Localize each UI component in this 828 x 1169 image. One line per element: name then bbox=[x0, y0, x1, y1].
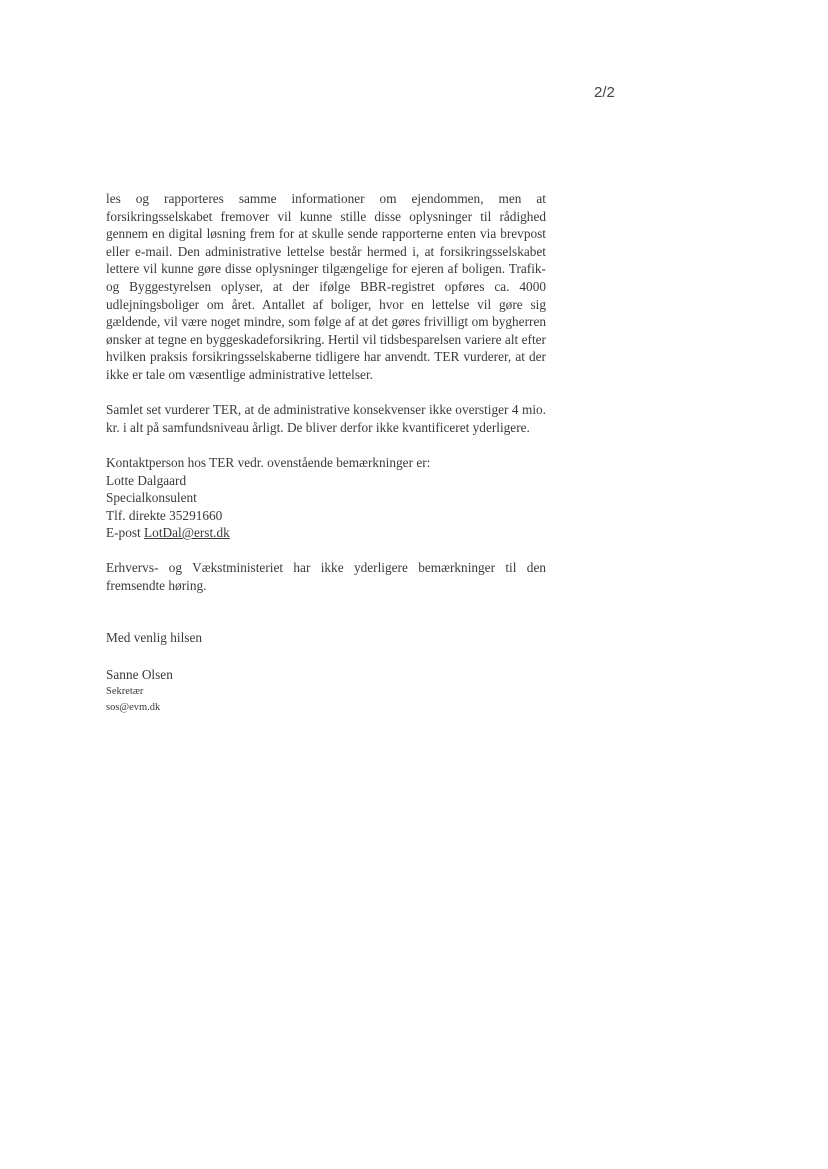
contact-email-label: E-post bbox=[106, 525, 145, 541]
page-number: 2/2 bbox=[594, 84, 615, 101]
contact-name: Lotte Dalgaard bbox=[106, 472, 187, 488]
contact-intro: Kontaktperson hos TER vedr. ovenstående bemærkninger er: bbox=[106, 454, 431, 470]
paragraph-conclusion: Samlet set vurderer TER, at de administrative konsekvenser ikke overstiger 4 mio. kr. i alt på samfundsniveau årligt. De bliver derfor ikke kvantificeret yderligere. bbox=[106, 402, 546, 435]
paragraph-final-remarks: Erhvervs- og Vækstministeriet har ikke yderligere bemærkninger til den fremsendte høring. bbox=[106, 560, 546, 594]
contact-title: Specialkonsulent bbox=[106, 490, 197, 506]
signer-title: Sekretær bbox=[106, 685, 144, 697]
closing-greeting: Med venlig hilsen bbox=[106, 629, 203, 645]
signature-block bbox=[106, 666, 546, 716]
contact-email-line bbox=[106, 524, 546, 542]
contact-phone: Tlf. direkte 35291660 bbox=[106, 507, 223, 523]
contact-email-link[interactable]: LotDal@erst.dk bbox=[144, 525, 230, 541]
letter-body bbox=[106, 190, 546, 716]
contact-block bbox=[106, 454, 546, 542]
signer-email: sos@evm.dk bbox=[106, 701, 161, 713]
signer-name: Sanne Olsen bbox=[106, 667, 173, 683]
paragraph-administrative-relief: les og rapporteres samme informationer om ejendommen, men at forsikringsselskabet fremover vil kunne stille disse oplysninger til rådighed gennem en digital løsning frem for at skulle sende rapporterne enten via brevpost eller e-mail. Den administrative lettelse består hermed i, at forsikringsselskabet lettere vil kunne gøre disse oplysninger tilgængelige for ejeren af boligen. Trafik- og Byggestyrelsen oplyser, at der ifølge BBR-registret opføres ca. 4000 udlejningsboliger om året. Antallet af boliger, hvor en lettelse vil gøre sig gældende, vil være noget mindre, som følge af at det gøres frivilligt om bygherren ønsker at tegne en byggeskadeforsikring. Hertil vil tidsbesparelsen variere alt efter hvilken praksis forsikringsselskaberne tidligere har anvendt. TER vurderer, at der ikke er tale om væsentlige administrative lettelser. bbox=[106, 191, 546, 382]
